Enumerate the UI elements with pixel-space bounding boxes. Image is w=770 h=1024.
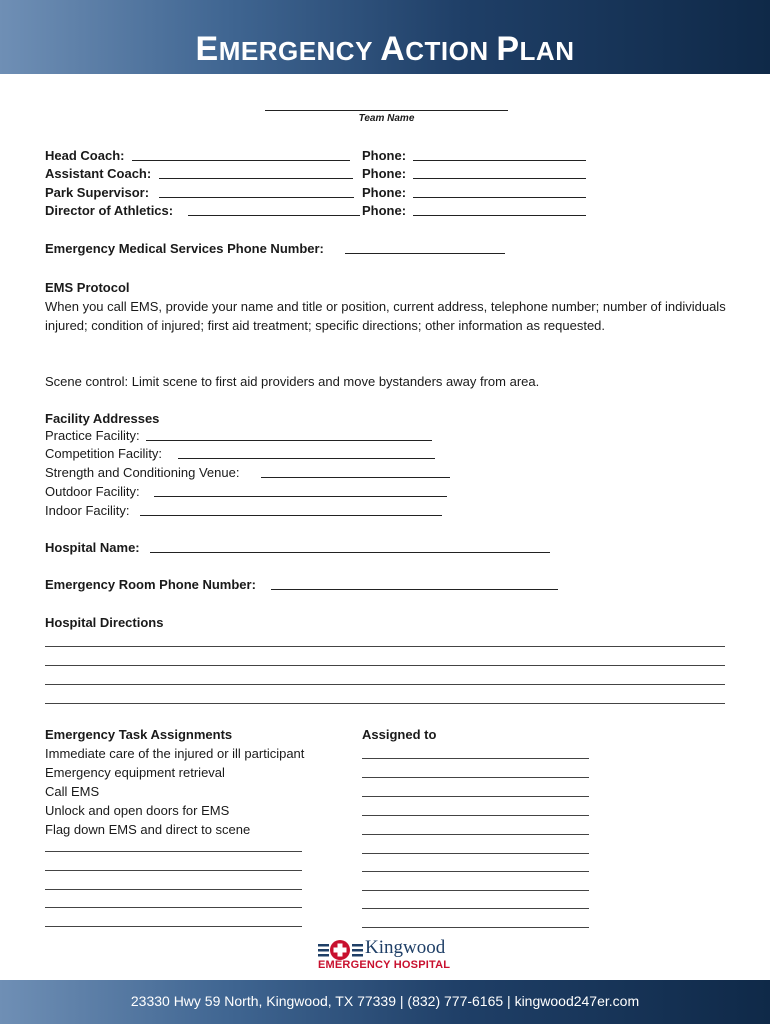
assigned-to-heading: Assigned to — [362, 727, 437, 742]
phone-label: Phone: — [362, 203, 407, 218]
logo-name: Kingwood — [365, 937, 446, 958]
task-item: Flag down EMS and direct to scene — [45, 822, 251, 837]
title-word-action: CTION — [405, 36, 497, 66]
contact-label: Director of Athletics: — [45, 203, 174, 218]
er-phone-label: Emergency Room Phone Number: — [45, 577, 256, 592]
ems-protocol-section — [45, 278, 735, 335]
assistant-coach-field[interactable] — [159, 178, 353, 179]
extra-task-field[interactable] — [45, 889, 302, 890]
director-athletics-phone-field[interactable] — [413, 215, 586, 216]
logo-subtitle: EMERGENCY HOSPITAL — [318, 959, 451, 971]
ems-protocol-heading: EMS Protocol — [45, 280, 130, 295]
er-phone-field[interactable] — [271, 589, 558, 590]
kingwood-logo — [318, 937, 478, 973]
facility-label: Indoor Facility: — [45, 503, 130, 518]
hospital-directions-heading: Hospital Directions — [45, 615, 164, 630]
task-list — [45, 725, 304, 839]
extra-task-field[interactable] — [45, 907, 302, 908]
contact-label: Park Supervisor: — [45, 185, 150, 200]
directions-line-2[interactable] — [45, 665, 725, 666]
hospital-cross-icon — [318, 939, 364, 961]
ems-phone-row — [45, 241, 324, 258]
facility-row-competition — [45, 446, 162, 463]
hospital-name-row — [45, 540, 140, 557]
indoor-facility-field[interactable] — [140, 515, 442, 516]
assistant-coach-phone-field[interactable] — [413, 178, 586, 179]
hospital-name-label: Hospital Name: — [45, 540, 140, 555]
ems-protocol-text: When you call EMS, provide your name and title or position, current address, telephone number; number of individuals injured; condition of injured; first aid treatment; specific directions; other information as requested. — [45, 299, 726, 333]
directions-line-1[interactable] — [45, 646, 725, 647]
task-item: Immediate care of the injured or ill participant — [45, 746, 305, 761]
directions-line-3[interactable] — [45, 684, 725, 685]
director-athletics-field[interactable] — [188, 215, 360, 216]
facility-label: Competition Facility: — [45, 446, 163, 461]
extra-task-field[interactable] — [45, 870, 302, 871]
facility-row-practice — [45, 428, 140, 445]
phone-label: Phone: — [362, 148, 407, 163]
hospital-name-field[interactable] — [150, 552, 550, 553]
footer-contact-text: 23330 Hwy 59 North, Kingwood, TX 77339 | (832) 777-6165 | kingwood247er.com — [130, 993, 640, 1009]
head-coach-field[interactable] — [132, 160, 350, 161]
assignee-field[interactable] — [362, 871, 589, 872]
footer-band — [0, 980, 770, 1024]
task-item: Unlock and open doors for EMS — [45, 803, 230, 818]
phone-label: Phone: — [362, 185, 407, 200]
assignee-field[interactable] — [362, 853, 589, 854]
title-initial-a: A — [380, 30, 406, 68]
outdoor-facility-field[interactable] — [154, 496, 447, 497]
directions-line-4[interactable] — [45, 703, 725, 704]
extra-task-field[interactable] — [45, 851, 302, 852]
ems-phone-label: Emergency Medical Services Phone Number: — [45, 241, 324, 256]
team-name-label: Team Name — [358, 113, 415, 124]
task-item: Call EMS — [45, 784, 100, 799]
assignee-field[interactable] — [362, 758, 589, 759]
title-initial-e: E — [195, 30, 219, 68]
scene-control-text: Scene control: Limit scene to first aid providers and move bystanders away from area. — [45, 374, 540, 389]
phone-label: Phone: — [362, 166, 407, 181]
assignee-field[interactable] — [362, 834, 589, 835]
title-word-emergency: MERGENCY — [218, 36, 381, 66]
competition-facility-field[interactable] — [178, 458, 435, 459]
contact-row-director-athletics — [45, 203, 407, 220]
title-initial-p: P — [496, 30, 520, 68]
assignee-field[interactable] — [362, 796, 589, 797]
contact-label: Assistant Coach: — [45, 166, 152, 181]
facility-label: Practice Facility: — [45, 428, 140, 443]
facility-label: Outdoor Facility: — [45, 484, 140, 499]
contact-label: Head Coach: — [45, 148, 125, 163]
task-item: Emergency equipment retrieval — [45, 765, 225, 780]
extra-task-field[interactable] — [45, 926, 302, 927]
assignee-field[interactable] — [362, 815, 589, 816]
page-title — [0, 30, 770, 69]
practice-facility-field[interactable] — [146, 440, 432, 441]
assignee-field[interactable] — [362, 908, 589, 909]
assignee-field[interactable] — [362, 777, 589, 778]
er-phone-row — [45, 577, 256, 594]
ems-phone-field[interactable] — [345, 253, 505, 254]
team-name-field[interactable] — [265, 110, 508, 111]
facility-heading: Facility Addresses — [45, 411, 160, 426]
contact-row-head-coach — [45, 148, 407, 165]
facility-row-strength — [45, 465, 239, 482]
facility-label: Strength and Conditioning Venue: — [45, 465, 240, 480]
facility-section — [45, 409, 735, 428]
head-coach-phone-field[interactable] — [413, 160, 586, 161]
assignee-field[interactable] — [362, 890, 589, 891]
contact-row-park-supervisor — [45, 185, 407, 202]
title-word-plan: LAN — [519, 36, 575, 66]
assignee-field[interactable] — [362, 927, 589, 928]
park-supervisor-phone-field[interactable] — [413, 197, 586, 198]
contact-row-assistant-coach — [45, 166, 407, 183]
park-supervisor-field[interactable] — [159, 197, 354, 198]
task-heading: Emergency Task Assignments — [45, 727, 233, 742]
facility-row-indoor — [45, 503, 130, 520]
strength-venue-field[interactable] — [261, 477, 450, 478]
facility-row-outdoor — [45, 484, 140, 501]
